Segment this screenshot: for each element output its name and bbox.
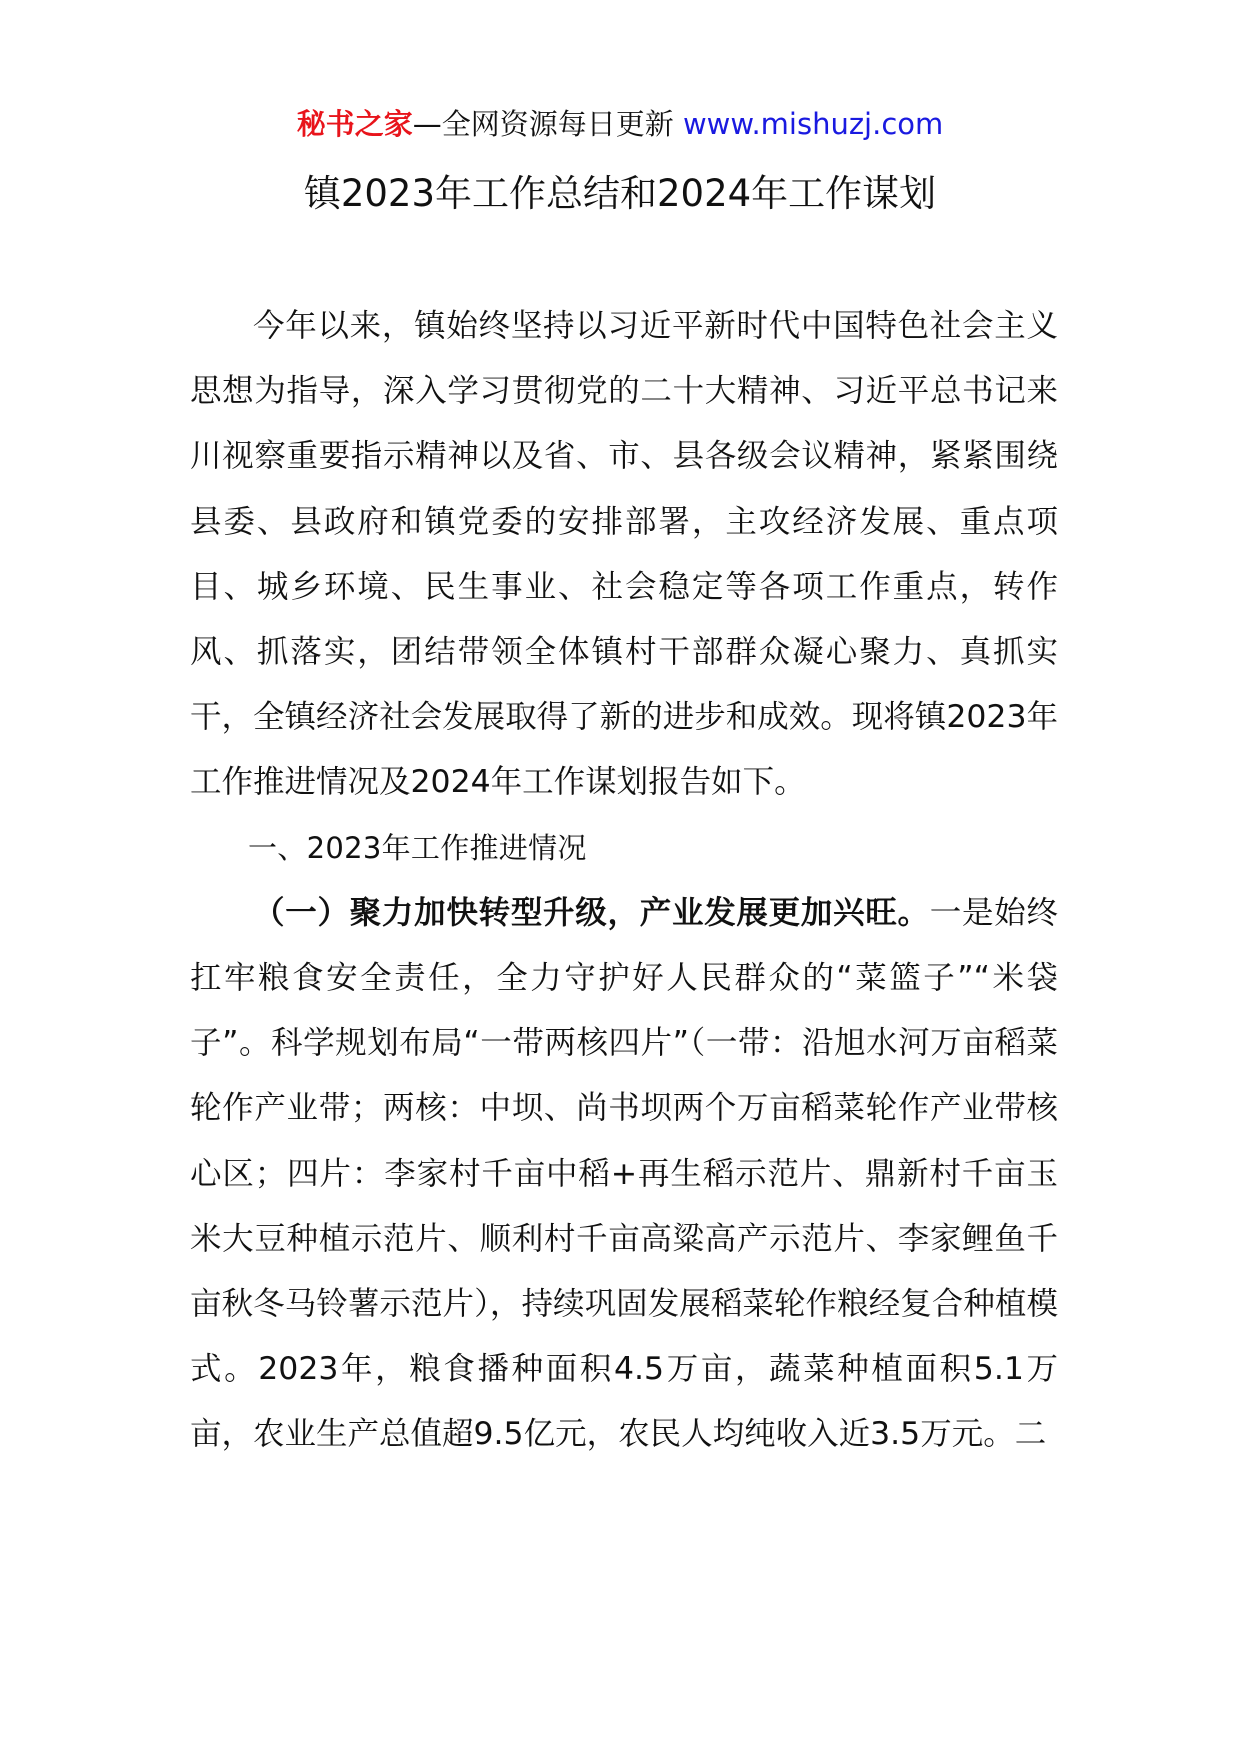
intro-paragraph: 今年以来，镇始终坚持以习近平新时代中国特色社会主义思想为指导，深入学习贯彻党的二十大精神、习近平总书记来川视察重要指示精神以及省、市、县各级会议精神，紧紧围绕县委、县政府和镇党委的安排部署，主攻经济发展、重点项目、城乡环境、民生事业、社会稳定等各项工作重点，转作风、抓落实，团结带领全体镇村干部群众凝心聚力、真抓实干，全镇经济社会发展取得了新的进步和成效。现将镇2023年工作推进情况及2024年工作谋划报告如下。 [190, 308, 1058, 801]
subsection-lead: （一）聚力加快转型升级，产业发展更加兴旺。 [253, 894, 930, 931]
document-body [190, 294, 1058, 1468]
section-heading: 一、2023年工作推进情况 [248, 830, 587, 865]
site-url-link[interactable]: www.mishuzj.com [682, 107, 944, 141]
site-banner [0, 102, 1240, 146]
site-tagline: —全网资源每日更新 [412, 107, 683, 141]
site-brand: 秘书之家 [296, 107, 413, 141]
subsection-body: 一是始终扛牢粮食安全责任，全力守护好人民群众的“菜篮子”“米袋子”。科学规划布局“一带两核四片”（一带：沿旭水河万亩稻菜轮作产业带；两核：中坝、尚书坝两个万亩稻菜轮作产业带核心区；四片：李家村千亩中稻+再生稻示范片、鼎新村千亩玉米大豆种植示范片、顺利村千亩高粱高产示范片、李家鲤鱼千亩秋冬马铃薯示范片），持续巩固发展稻菜轮作粮经复合种植模式。2023年，粮食播种面积4.5万亩，蔬菜种植面积5.1万亩，农业生产总值超9.5亿元，农民人均纯收入近3.5万元。二 [190, 894, 1058, 1453]
subsection-paragraph [190, 881, 1058, 1468]
document-title: 镇2023年工作总结和2024年工作谋划 [303, 172, 937, 215]
